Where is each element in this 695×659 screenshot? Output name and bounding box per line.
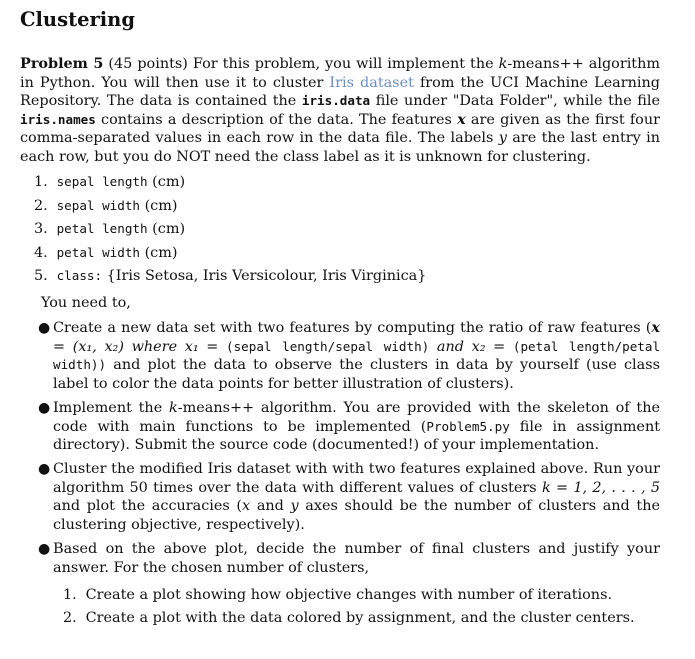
feature-item bbox=[34, 244, 426, 268]
problem-text: are given as the first four comma-separated values in each row in the data file. The labels bbox=[20, 111, 660, 147]
final-task-item bbox=[63, 609, 635, 632]
feature-unit: (cm) bbox=[144, 244, 178, 261]
bullet-item bbox=[38, 319, 660, 393]
feature-item bbox=[34, 173, 426, 197]
problem-text: contains a description of the data. The features bbox=[101, 111, 452, 128]
bullet-dot-icon: ● bbox=[38, 541, 51, 557]
problem-paragraph bbox=[20, 55, 660, 167]
bullet-text-part: Cluster the modified Iris dataset with with two features explained above. Run your algorithm 50 times over the data with different values of clusters bbox=[53, 461, 660, 496]
final-task-text: Create a plot showing how objective changes with number of iterations. bbox=[85, 587, 613, 603]
feature-name: petal width bbox=[56, 244, 140, 260]
feature-unit: (cm) bbox=[144, 197, 178, 214]
bullet-dot-icon: ● bbox=[38, 320, 51, 336]
math-x-bold: x bbox=[457, 110, 466, 128]
math-k-range: k = 1, 2, . . . , 5 bbox=[541, 479, 660, 496]
bullet-text-part: and plot the data to observe the clusters in data by yourself (use class label to color the data points for better illustration of clusters). bbox=[53, 357, 661, 392]
math-y: y bbox=[498, 130, 507, 147]
math-pair: (x₁, x₂) where x₁ = bbox=[72, 338, 219, 355]
iris-names-filename: iris.names bbox=[20, 111, 96, 127]
feature-item bbox=[34, 197, 426, 221]
item-number: 3. bbox=[34, 221, 48, 237]
problem-text: are the last entry in each row, but you do NOT need the class label as it is unknown for clustering. bbox=[20, 130, 661, 165]
problem-text: For this problem, you will implement the bbox=[192, 56, 494, 72]
feature-unit: (cm) bbox=[152, 174, 186, 190]
math-x: x bbox=[242, 498, 251, 515]
feature-name: sepal width bbox=[56, 197, 140, 213]
feature-unit: {Iris Setosa, Iris Versicolour, Iris Virginica} bbox=[106, 268, 427, 284]
bullet-text-part: -means++ algorithm. You are provided with the skeleton of the code with main functions to be implemented ( bbox=[53, 400, 660, 435]
feature-item bbox=[34, 267, 426, 291]
bullet-text bbox=[53, 319, 660, 393]
item-number: 1. bbox=[34, 174, 48, 190]
bullet-item bbox=[38, 540, 660, 577]
item-number: 4. bbox=[34, 244, 48, 261]
bullet-text-part: Implement the bbox=[53, 400, 163, 416]
feature-item bbox=[34, 220, 426, 244]
bullet-text: Based on the above plot, decide the number of final clusters and justify your answer. For the chosen number of clusters, bbox=[53, 541, 660, 576]
problem5-filename: Problem5.py bbox=[426, 418, 510, 434]
bullet-text bbox=[53, 460, 660, 534]
feature-list bbox=[34, 173, 426, 291]
feature-name: class: bbox=[56, 268, 103, 283]
item-number: 2. bbox=[34, 197, 48, 214]
math-y: y bbox=[290, 498, 299, 515]
problem-text: from the UCI Machine Learning Repository. The data is contained the bbox=[20, 74, 660, 110]
feature-ratio-2: (petal length/petal width)) bbox=[53, 338, 661, 373]
final-task-item bbox=[63, 586, 635, 609]
final-task-text: Create a plot with the data colored by assignment, and the cluster centers. bbox=[85, 610, 635, 626]
item-number: 2. bbox=[63, 610, 77, 626]
item-number: 5. bbox=[34, 268, 48, 284]
bullet-text-part: and bbox=[256, 498, 284, 515]
bullet-text bbox=[53, 399, 660, 455]
bullet-item bbox=[38, 460, 660, 534]
feature-name: sepal length bbox=[56, 174, 148, 189]
bullet-text-part: file in assignment directory). Submit the source code (documented!) of your implementation. bbox=[53, 418, 660, 454]
bullet-item bbox=[38, 399, 660, 455]
feature-ratio-1: (sepal length/sepal width) bbox=[225, 338, 430, 354]
problem-text: -means++ algorithm in Python. You will then use it to cluster bbox=[20, 56, 660, 91]
feature-name: petal length bbox=[56, 221, 148, 236]
bullet-dot-icon: ● bbox=[38, 400, 51, 416]
bullet-text-part: and plot the accuracies ( bbox=[53, 498, 243, 515]
section-title: Clustering bbox=[20, 8, 135, 31]
feature-unit: (cm) bbox=[152, 221, 186, 237]
iris-dataset-link[interactable]: Iris dataset bbox=[329, 74, 414, 91]
problem-text: file under "Data Folder", while the file bbox=[375, 93, 661, 110]
iris-data-filename: iris.data bbox=[301, 93, 371, 109]
item-number: 1. bbox=[63, 587, 77, 603]
problem-label: Problem 5 bbox=[20, 55, 104, 72]
need-to-text: You need to, bbox=[41, 295, 131, 311]
math-and: and x₂ = bbox=[436, 338, 506, 355]
problem-points: (45 points) bbox=[108, 56, 188, 72]
bullet-dot-icon: ● bbox=[38, 461, 51, 477]
math-k: k bbox=[498, 56, 508, 72]
math-x-bold: x bbox=[651, 319, 660, 336]
bullet-text-part: Create a new data set with two features by computing the ratio of raw features ( bbox=[53, 320, 652, 336]
final-task-list bbox=[63, 586, 635, 632]
math-k: k bbox=[169, 400, 178, 416]
bullet-text-part: axes should be the number of clusters and the clustering objective, respectively). bbox=[53, 498, 660, 533]
bullet-text-part: = bbox=[53, 338, 66, 355]
